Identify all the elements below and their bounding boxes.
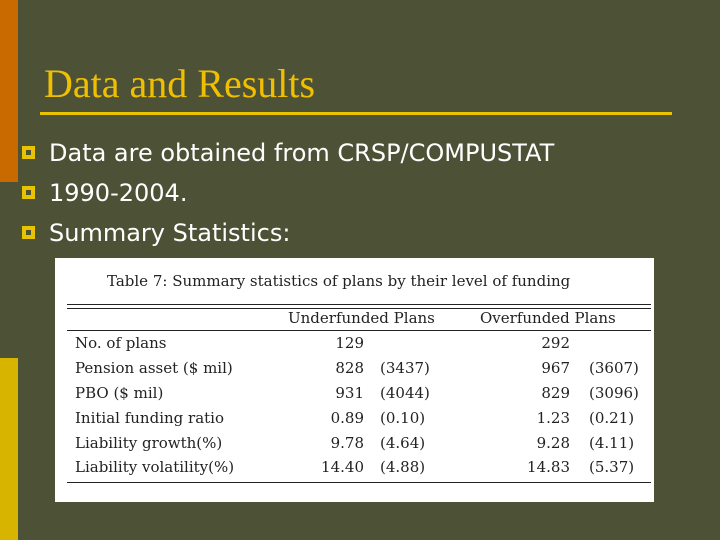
side-accent-bar-top xyxy=(0,0,18,182)
underfunded-value: 14.40 xyxy=(321,458,364,476)
table-row xyxy=(55,458,654,483)
square-bullet-icon xyxy=(22,146,35,159)
side-accent-bar-bottom xyxy=(0,358,18,540)
row-label: PBO ($ mil) xyxy=(75,384,164,402)
underfunded-sd: (3437) xyxy=(380,359,430,377)
table-top-rule xyxy=(67,304,651,305)
bullet-item xyxy=(22,132,554,173)
column-header-underfunded: Underfunded Plans xyxy=(288,309,435,327)
underfunded-sd: (4044) xyxy=(380,384,430,402)
slide-title: Data and Results xyxy=(44,61,316,106)
overfunded-value: 9.28 xyxy=(536,434,570,452)
table-row xyxy=(55,359,654,384)
title-underline xyxy=(40,112,672,115)
bullet-item xyxy=(22,173,554,212)
overfunded-sd: (0.21) xyxy=(589,409,635,427)
underfunded-value: 931 xyxy=(335,384,364,402)
overfunded-sd: (4.11) xyxy=(589,434,635,452)
overfunded-value: 14.83 xyxy=(527,458,570,476)
table-row xyxy=(55,409,654,434)
row-label: Liability growth(%) xyxy=(75,434,223,452)
overfunded-sd: (3607) xyxy=(589,359,639,377)
bullet-text: Data are obtained from CRSP/COMPUSTAT xyxy=(49,138,555,167)
table-row xyxy=(55,434,654,459)
bullet-list xyxy=(22,132,554,253)
table-row xyxy=(55,334,654,359)
row-label: Initial funding ratio xyxy=(75,409,224,427)
underfunded-value: 828 xyxy=(335,359,364,377)
underfunded-value: 0.89 xyxy=(330,409,364,427)
overfunded-sd: (5.37) xyxy=(589,458,635,476)
bullet-text: Summary Statistics: xyxy=(49,218,291,247)
table-row xyxy=(55,384,654,409)
square-bullet-icon xyxy=(22,186,35,199)
table-bottom-rule xyxy=(67,482,651,483)
underfunded-value: 129 xyxy=(335,334,364,352)
summary-statistics-table xyxy=(55,258,654,502)
overfunded-value: 1.23 xyxy=(536,409,570,427)
overfunded-value: 967 xyxy=(541,359,570,377)
bullet-item xyxy=(22,212,554,253)
square-bullet-icon xyxy=(22,226,35,239)
row-label: Pension asset ($ mil) xyxy=(75,359,233,377)
underfunded-value: 9.78 xyxy=(330,434,364,452)
row-label: Liability volatility(%) xyxy=(75,458,235,476)
underfunded-sd: (4.64) xyxy=(380,434,426,452)
overfunded-value: 829 xyxy=(541,384,570,402)
overfunded-sd: (3096) xyxy=(589,384,639,402)
column-header-overfunded: Overfunded Plans xyxy=(480,309,616,327)
overfunded-value: 292 xyxy=(541,334,570,352)
underfunded-sd: (0.10) xyxy=(380,409,426,427)
table-header-rule xyxy=(67,330,651,331)
bullet-text: 1990-2004. xyxy=(49,178,188,207)
table-caption: Table 7: Summary statistics of plans by their level of funding xyxy=(107,272,571,290)
row-label: No. of plans xyxy=(75,334,167,352)
underfunded-sd: (4.88) xyxy=(380,458,426,476)
